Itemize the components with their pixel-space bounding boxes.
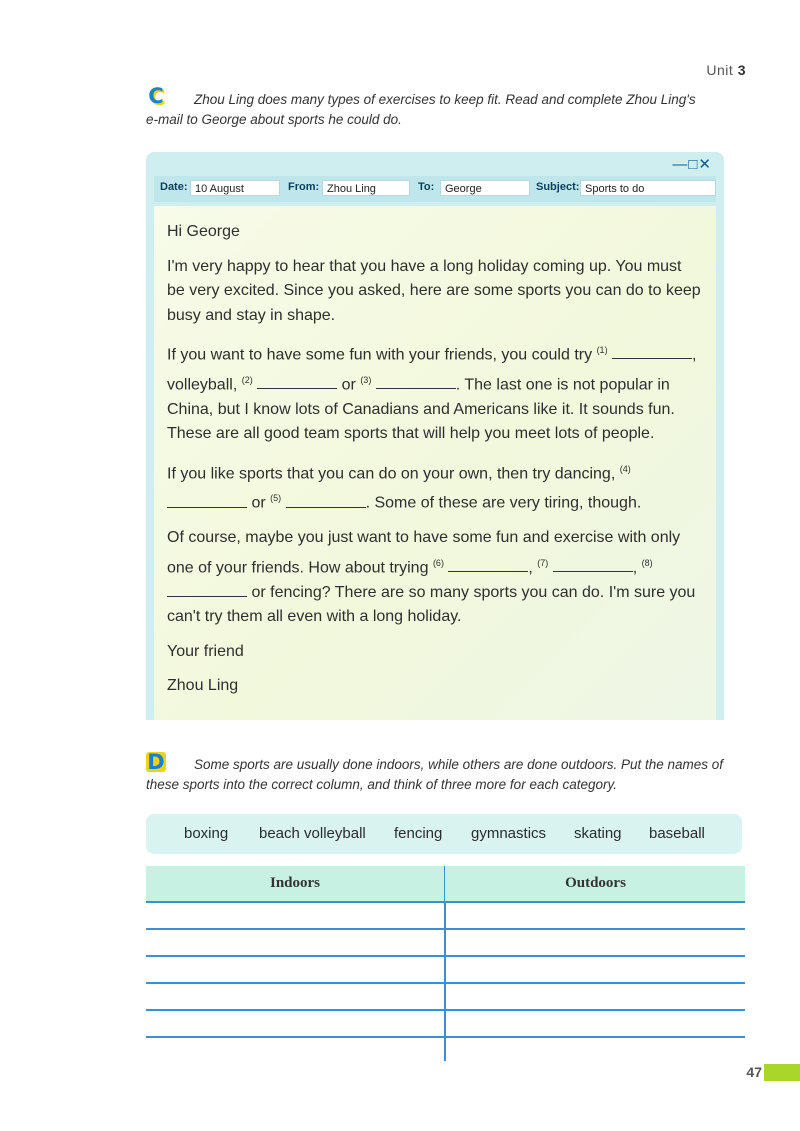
blank-6[interactable] — [448, 570, 528, 572]
table-cell[interactable] — [446, 903, 745, 928]
date-label: Date: — [160, 181, 188, 193]
blank-number-8: (8) — [641, 557, 653, 568]
subject-field[interactable]: Sports to do — [580, 180, 716, 196]
blank-number-6: (6) — [432, 557, 444, 568]
unit-label — [706, 62, 746, 78]
paragraph-3 — [167, 457, 702, 517]
from-field[interactable]: Zhou Ling — [322, 180, 410, 196]
blank-number-3: (3) — [360, 374, 372, 385]
p4-text-a: Of course, maybe you just want to have some fun and exercise with only one of your friends. How about trying — [167, 529, 681, 577]
paragraph-4 — [167, 526, 702, 629]
table-cell[interactable] — [446, 984, 745, 1009]
blank-8[interactable] — [167, 595, 247, 597]
table-cell[interactable] — [146, 903, 444, 928]
column-divider — [444, 901, 446, 1061]
table-cell[interactable] — [446, 957, 745, 982]
word-item[interactable]: fencing — [394, 825, 443, 842]
blank-1[interactable] — [612, 357, 692, 359]
p4-text-d: or fencing? There are so many sports you can do. I'm sure you can't try them all even with a long holiday. — [167, 583, 696, 626]
p2-text-b: , volleyball, — [167, 346, 697, 394]
sports-table — [146, 866, 745, 1063]
from-label: From: — [288, 181, 320, 193]
p3-text-c: . Some of these are very tiring, though. — [365, 494, 642, 512]
email-body — [154, 206, 716, 720]
date-field[interactable]: 10 August — [190, 180, 280, 196]
header-divider — [444, 866, 445, 901]
p2-text-c: or — [341, 376, 356, 394]
page-number: 47 — [746, 1064, 762, 1080]
paragraph-2 — [167, 338, 702, 447]
table-cell[interactable] — [446, 930, 745, 955]
table-cell[interactable] — [146, 930, 444, 955]
blank-2[interactable] — [257, 387, 337, 389]
to-label: To: — [418, 181, 435, 193]
section-d-badge: D — [147, 750, 165, 774]
closing: Your friend — [167, 642, 244, 660]
section-c-instruction: Zhou Ling does many types of exercises to keep fit. Read and complete Zhou Ling's e-mail to George about sports he could do. — [146, 92, 696, 127]
blank-4[interactable] — [167, 506, 247, 508]
blank-number-5: (5) — [270, 493, 282, 504]
blank-number-2: (2) — [241, 374, 253, 385]
blank-number-7: (7) — [537, 557, 549, 568]
word-item[interactable]: boxing — [184, 825, 229, 842]
blank-number-1: (1) — [596, 345, 608, 355]
table-cell[interactable] — [146, 984, 444, 1009]
unit-text: Unit — [706, 62, 734, 78]
word-item[interactable]: skating — [574, 825, 622, 842]
table-cell[interactable] — [446, 1038, 745, 1063]
email-window — [146, 152, 724, 720]
blank-7[interactable] — [553, 570, 633, 572]
window-controls-icon[interactable]: —□✕ — [672, 156, 712, 173]
table-cell[interactable] — [146, 1038, 444, 1063]
word-item[interactable]: baseball — [649, 825, 705, 842]
table-header — [146, 866, 745, 903]
p2-text-a: If you want to have some fun with your friends, you could try — [167, 346, 593, 364]
p3-text-b: or — [251, 494, 266, 512]
blank-5[interactable] — [286, 506, 366, 508]
section-c-badge: C — [148, 84, 164, 108]
p4-text-c: , — [632, 559, 638, 577]
blank-number-4: (4) — [619, 463, 631, 474]
email-text — [167, 220, 702, 709]
p4-text-b: , — [528, 559, 533, 577]
word-item[interactable]: gymnastics — [471, 825, 547, 842]
paragraph-1: I'm very happy to hear that you have a long holiday coming up. You must be very excited. Since you asked, here are some sports you can do to keep busy and stay in shape. — [167, 257, 701, 324]
blank-3[interactable] — [376, 387, 456, 389]
unit-number: 3 — [737, 62, 746, 78]
subject-label: Subject: — [536, 181, 580, 193]
p3-text-a: If you like sports that you can do on your own, then try dancing, — [167, 464, 616, 482]
table-cell[interactable] — [146, 957, 444, 982]
section-d-instruction: Some sports are usually done indoors, while others are done outdoors. Put the names of these sports into the correct column, and think of three more for each category. — [146, 757, 724, 792]
word-item[interactable]: beach volleyball — [259, 825, 366, 842]
page-tab — [764, 1064, 800, 1081]
greeting: Hi George — [167, 223, 240, 240]
p2-text-d: . The last one is not popular in China, but I know lots of Canadians and Americans like it. It sounds fun. These are all good team sports that will help you meet lots of people. — [167, 376, 675, 443]
table-cell[interactable] — [146, 1011, 444, 1036]
word-bank — [146, 814, 742, 854]
column-header-indoors: Indoors — [269, 875, 321, 891]
signature: Zhou Ling — [167, 677, 239, 695]
to-field[interactable]: George — [440, 180, 530, 196]
email-header — [154, 176, 716, 202]
column-header-outdoors: Outdoors — [565, 875, 626, 891]
table-cell[interactable] — [446, 1011, 745, 1036]
